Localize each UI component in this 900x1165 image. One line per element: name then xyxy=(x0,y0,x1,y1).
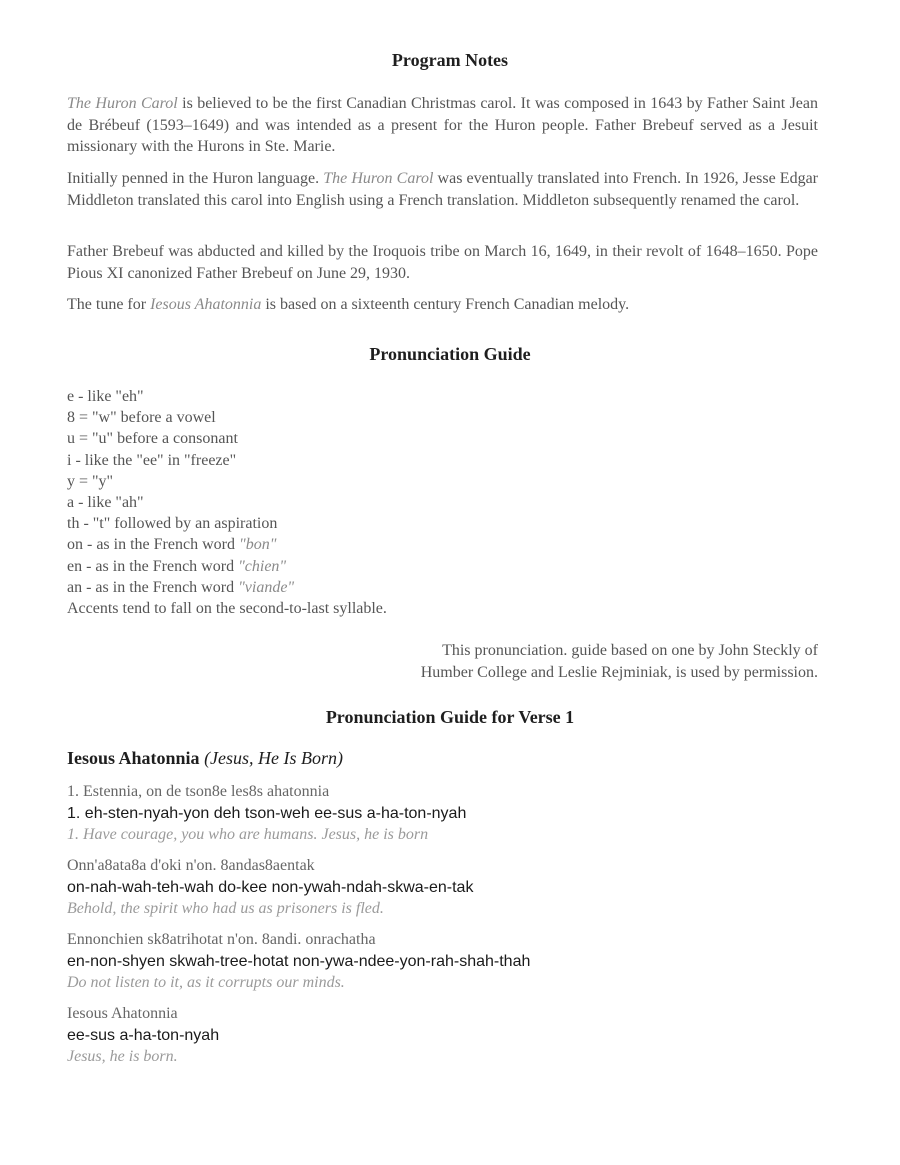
credit-line: Humber College and Leslie Rejminiak, is used by permission. xyxy=(420,664,818,681)
song-subtitle: (Jesus, He Is Born) xyxy=(204,748,344,768)
carol-title: The Huron Carol xyxy=(323,170,434,187)
program-notes-heading: Program Notes xyxy=(391,50,509,70)
verse-title xyxy=(67,748,343,769)
paragraph-text: is based on a sixteenth century French Canadian melody. xyxy=(261,296,630,313)
paragraph-text: was eventually translated into French. In 1926, Jesse Edgar Middleton translated this carol into English using a French translation. Middleton subsequently renamed the carol. xyxy=(67,170,818,209)
translation-line: 1. Have courage, you who are humans. Jesus, he is born xyxy=(67,826,429,843)
translation-line: Behold, the spirit who had us as prisoners is fled. xyxy=(67,900,384,917)
list-item: a - like "ah" xyxy=(67,494,144,512)
verse1-guide-heading: Pronunciation Guide for Verse 1 xyxy=(325,707,575,727)
translation-line: Jesus, he is born. xyxy=(67,1048,178,1065)
french-word: "viande" xyxy=(238,578,295,596)
pronunciation-list xyxy=(67,386,387,619)
accent-note: Accents tend to fall on the second-to-last syllable. xyxy=(67,600,387,618)
list-item: th - "t" followed by an aspiration xyxy=(67,515,278,533)
list-item: i - like the "ee" in "freeze" xyxy=(67,451,237,469)
carol-title: Iesous Ahatonnia xyxy=(150,296,262,313)
phonetic-line: ee-sus a-ha-ton-nyah xyxy=(67,1027,220,1044)
song-title: Iesous Ahatonnia xyxy=(67,748,200,768)
stanza xyxy=(67,781,466,846)
paragraph-text: The tune for xyxy=(67,296,151,313)
credit-line: This pronunciation. guide based on one by John Steckly of xyxy=(442,642,818,659)
carol-title: The Huron Carol xyxy=(67,95,178,112)
program-notes-paragraph-2 xyxy=(67,168,818,211)
list-item-text: en - as in the French word xyxy=(67,557,239,575)
list-item: y = "y" xyxy=(67,472,114,490)
stanza xyxy=(67,855,473,920)
permission-credit xyxy=(421,640,818,684)
program-notes-paragraph-4 xyxy=(67,294,818,316)
list-item: u = "u" before a consonant xyxy=(67,430,238,448)
list-item: e - like "eh" xyxy=(67,388,144,405)
list-item xyxy=(67,556,387,577)
huron-line: 1. Estennia, on de tson8e les8s ahatonnia xyxy=(67,783,330,800)
list-item-text: an - as in the French word xyxy=(67,578,239,596)
program-notes-paragraph-1 xyxy=(67,93,818,158)
list-item xyxy=(67,534,387,555)
phonetic-line: on-nah-wah-teh-wah do-kee non-ywah-ndah-skwa-en-tak xyxy=(67,879,474,896)
list-item: 8 = "w" before a vowel xyxy=(67,409,216,427)
translation-line: Do not listen to it, as it corrupts our minds. xyxy=(67,974,345,991)
french-word: "bon" xyxy=(238,536,277,554)
stanza xyxy=(67,1003,219,1068)
pronunciation-guide-heading: Pronunciation Guide xyxy=(369,344,531,364)
program-notes-paragraph-3: Father Brebeuf was abducted and killed by the Iroquois tribe on March 16, 1649, in their revolt of 1648–1650. Pope Pious XI canonized Father Brebeuf on June 29, 1930. xyxy=(67,243,818,282)
list-item-text: on - as in the French word xyxy=(67,536,239,554)
huron-line: Onn'a8ata8a d'oki n'on. 8andas8aentak xyxy=(67,857,315,874)
paragraph-text: Initially penned in the Huron language. xyxy=(67,170,324,187)
paragraph-text: is believed to be the first Canadian Christmas carol. It was composed in 1643 by Father Saint Jean de Brébeuf (1593–1649) and was intended as a present for the Huron people. Father Brebeuf served as a Jesuit missionary with the Hurons in Ste. Marie. xyxy=(67,95,819,155)
phonetic-line: 1. eh-sten-nyah-yon deh tson-weh ee-sus a-ha-ton-nyah xyxy=(67,805,467,822)
huron-line: Ennonchien sk8atrihotat n'on. 8andi. onrachatha xyxy=(67,931,376,948)
list-item xyxy=(67,577,387,598)
huron-line: Iesous Ahatonnia xyxy=(67,1005,178,1022)
french-word: "chien" xyxy=(238,557,287,575)
phonetic-line: en-non-shyen skwah-tree-hotat non-ywa-ndee-yon-rah-shah-thah xyxy=(67,953,531,970)
stanza xyxy=(67,929,530,994)
